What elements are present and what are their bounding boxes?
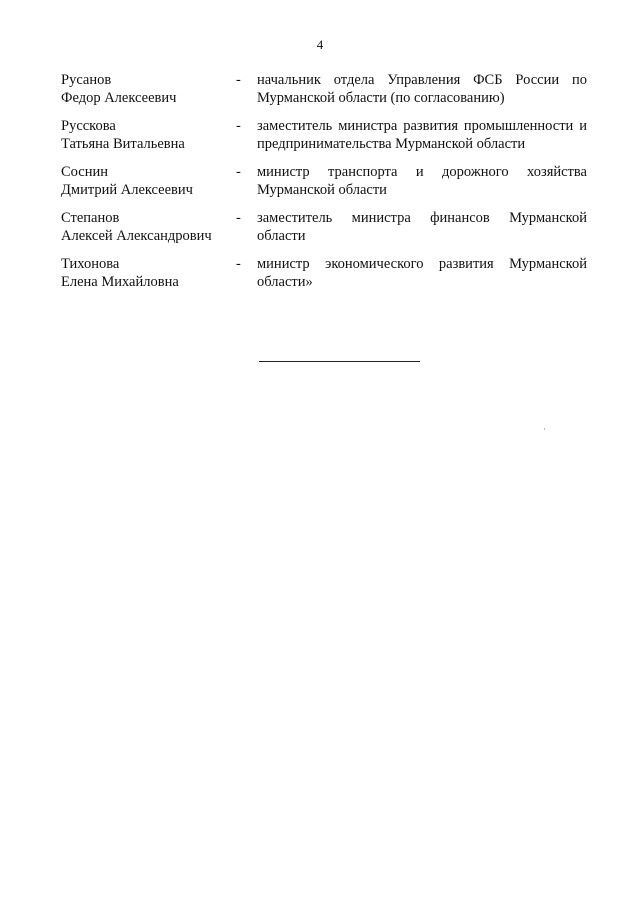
member-surname: Тихонова	[61, 256, 120, 272]
member-position	[257, 164, 587, 199]
member-surname: Степанов	[61, 210, 120, 226]
member-name	[61, 210, 233, 245]
member-dash: -	[236, 72, 241, 88]
members-list	[61, 72, 587, 302]
member-position-line: начальник отдела Управления ФСБ России по	[257, 72, 587, 88]
member-entry-stepanov	[61, 210, 587, 245]
scan-speck	[544, 428, 545, 430]
member-name	[61, 118, 233, 153]
member-given-name: Дмитрий Алексеевич	[61, 181, 193, 198]
member-surname: Соснин	[61, 164, 108, 180]
member-position-line: области»	[257, 273, 313, 290]
member-position-line: области	[257, 227, 306, 244]
member-name	[61, 256, 233, 291]
member-given-name: Елена Михайловна	[61, 273, 179, 290]
member-position-line: Мурманской области (по согласованию)	[257, 89, 505, 106]
member-position-line: министр транспорта и дорожного хозяйства	[257, 164, 587, 180]
member-dash: -	[236, 256, 241, 272]
page-number: 4	[316, 37, 324, 52]
member-name	[61, 164, 233, 199]
member-given-name: Татьяна Витальевна	[61, 135, 185, 152]
member-entry-rusanov	[61, 72, 587, 107]
member-dash: -	[236, 118, 241, 134]
member-entry-russkova	[61, 118, 587, 153]
member-name	[61, 72, 233, 107]
member-dash: -	[236, 210, 241, 226]
member-position-line: заместитель министра финансов Мурманской	[257, 210, 587, 226]
member-position	[257, 72, 587, 107]
end-of-document-rule	[259, 361, 420, 362]
member-entry-tikhonova	[61, 256, 587, 291]
member-position	[257, 210, 587, 245]
member-surname: Русскова	[61, 118, 116, 134]
member-given-name: Алексей Александрович	[61, 227, 212, 244]
member-given-name: Федор Алексеевич	[61, 89, 177, 106]
member-position	[257, 118, 587, 153]
member-dash: -	[236, 164, 241, 180]
member-surname: Русанов	[61, 72, 112, 88]
member-entry-sosnin	[61, 164, 587, 199]
member-position-line: министр экономического развития Мурманской	[257, 256, 587, 272]
member-position-line: Мурманской области	[257, 181, 387, 198]
member-position-line: предпринимательства Мурманской области	[257, 135, 526, 152]
member-position	[257, 256, 587, 291]
member-position-line: заместитель министра развития промышленности и	[257, 118, 587, 134]
